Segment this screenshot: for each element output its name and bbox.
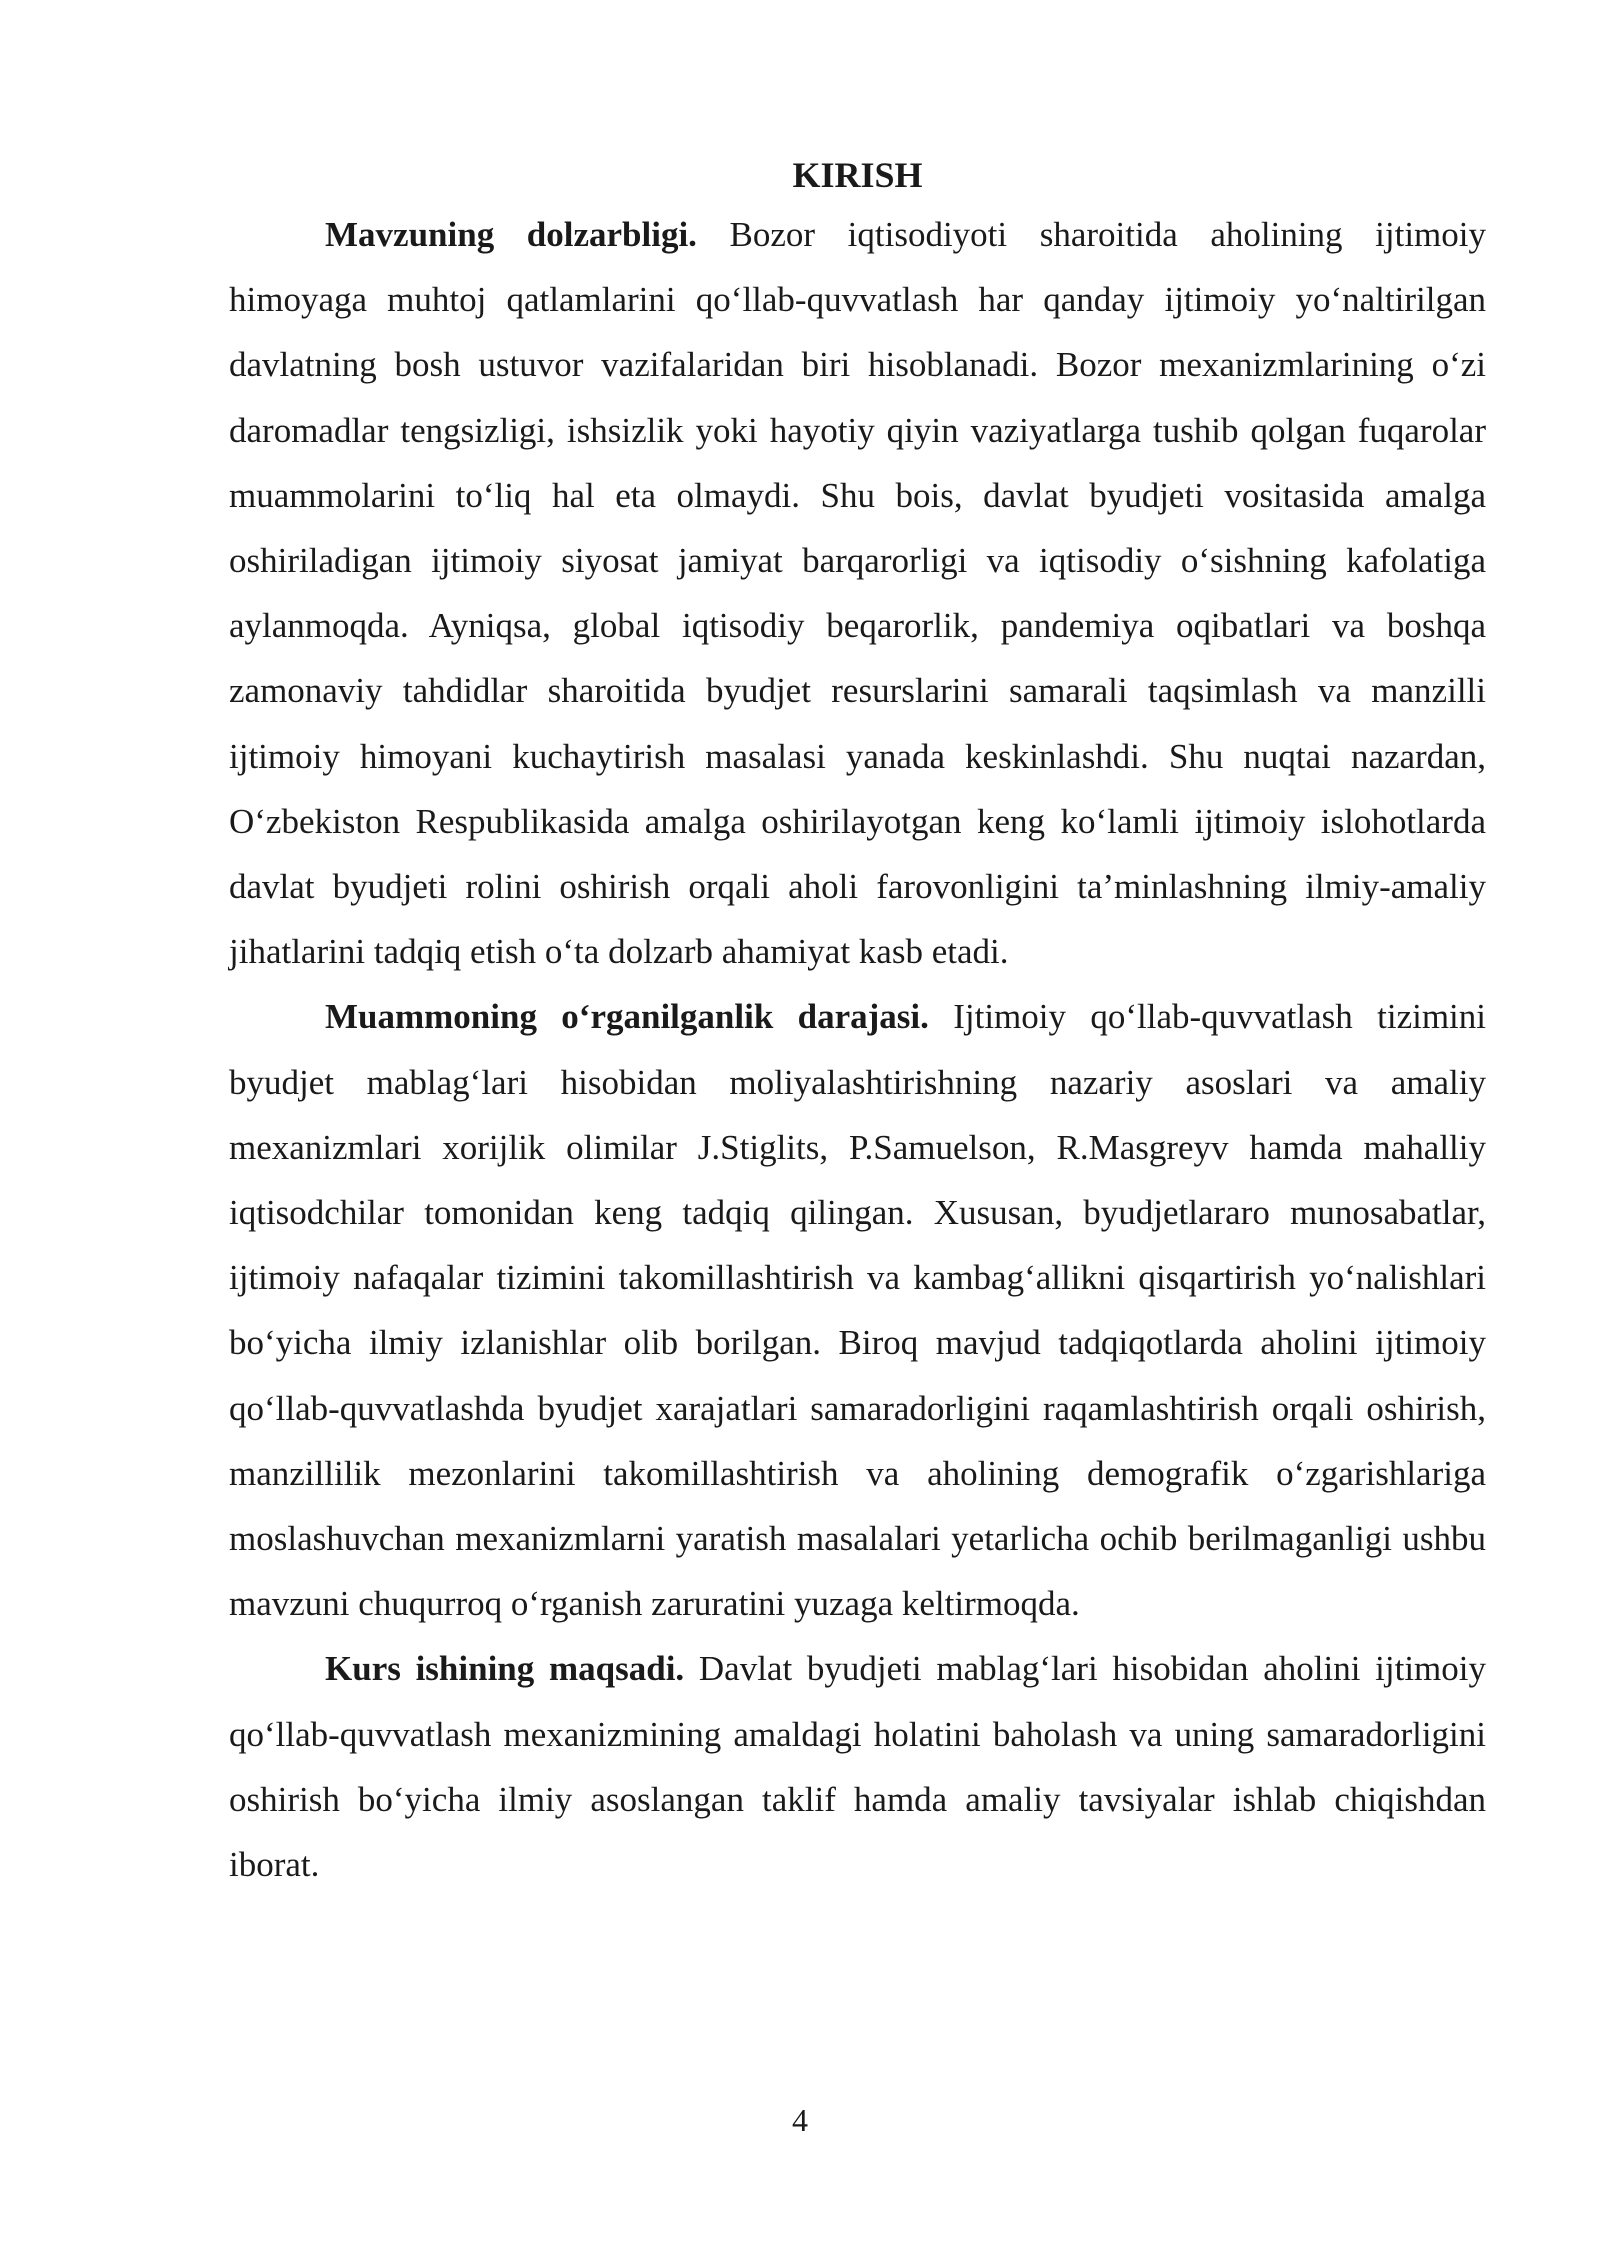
paragraph-heading: Muammoning o‘rganilganlik darajasi.: [325, 997, 929, 1037]
paragraph-course-goal: [229, 1636, 1486, 1897]
paragraph-text: Davlat byudjeti mablag‘lari hisobidan aholini ijtimoiy qo‘llab-quvvatlash mexanizmining amaldagi holatini baholash va uning samaradorligini oshirish bo‘yicha ilmiy asoslangan taklif hamda amaliy tavsiyalar ishlab chiqishdan iborat.: [229, 1649, 1486, 1885]
paragraph-text: Ijtimoiy qo‘llab-quvvatlash tizimini byudjet mablag‘lari hisobidan moliyalashtirishning nazariy asoslari va amaliy mexanizmlari xorijlik olimilar J.Stiglits, P.Samuelson, R.Masgreyv hamda mahalliy iqtisodchilar tomonidan keng tadqiq qilingan. Xususan, byudjetlararo munosabatlar, ijtimoiy nafaqalar tizimini takomillashtirish va kambag‘allikni qisqartirish yo‘nalishlari bo‘yicha ilmiy izlanishlar olib borilgan. Biroq mavjud tadqiqotlarda aholini ijtimoiy qo‘llab-quvvatlashda byudjet xarajatlari samaradorligini raqamlashtirish orqali oshirish, manzillilik mezonlarini takomillashtirish va aholining demografik o‘zgarishlariga moslashuvchan mexanizmlarni yaratish masalalari yetarlicha ochib berilmaganligi ushbu mavzuni chuqurroq o‘rganish zaruratini yuzaga keltirmoqda.: [229, 997, 1486, 1624]
page-content: [229, 150, 1486, 1897]
paragraph-research-degree: [229, 984, 1486, 1636]
page-number: 4: [792, 2102, 808, 2138]
paragraph-heading: Kurs ishining maqsadi.: [325, 1649, 685, 1689]
section-title: KIRISH: [792, 155, 923, 195]
paragraph-relevance: [229, 202, 1486, 984]
paragraph-text: Bozor iqtisodiyoti sharoitida aholining ijtimoiy himoyaga muhtoj qatlamlarini qo‘llab-quvvatlash har qanday ijtimoiy yo‘naltirilgan davlatning bosh ustuvor vazifalaridan biri hisoblanadi. Bozor mexanizmlarining o‘zi daromadlar tengsizligi, ishsizlik yoki hayotiy qiyin vaziyatlarga tushib qolgan fuqarolar muammolarini to‘liq hal eta olmaydi. Shu bois, davlat byudjeti vositasida amalga oshiriladigan ijtimoiy siyosat jamiyat barqarorligi va iqtisodiy o‘sishning kafolatiga aylanmoqda. Ayniqsa, global iqtisodiy beqarorlik, pandemiya oqibatlari va boshqa zamonaviy tahdidlar sharoitida byudjet resurslarini samarali taqsimlash va manzilli ijtimoiy himoyani kuchaytirish masalasi yanada keskinlashdi. Shu nuqtai nazardan, O‘zbekiston Respublikasida amalga oshirilayotgan keng ko‘lamli ijtimoiy islohotlarda davlat byudjeti rolini oshirish orqali aholi farovonligini ta’minlashning ilmiy-amaliy jihatlarini tadqiq etish o‘ta dolzarb ahamiyat kasb etadi.: [229, 215, 1486, 972]
paragraph-heading: Mavzuning dolzarbligi.: [325, 215, 697, 254]
